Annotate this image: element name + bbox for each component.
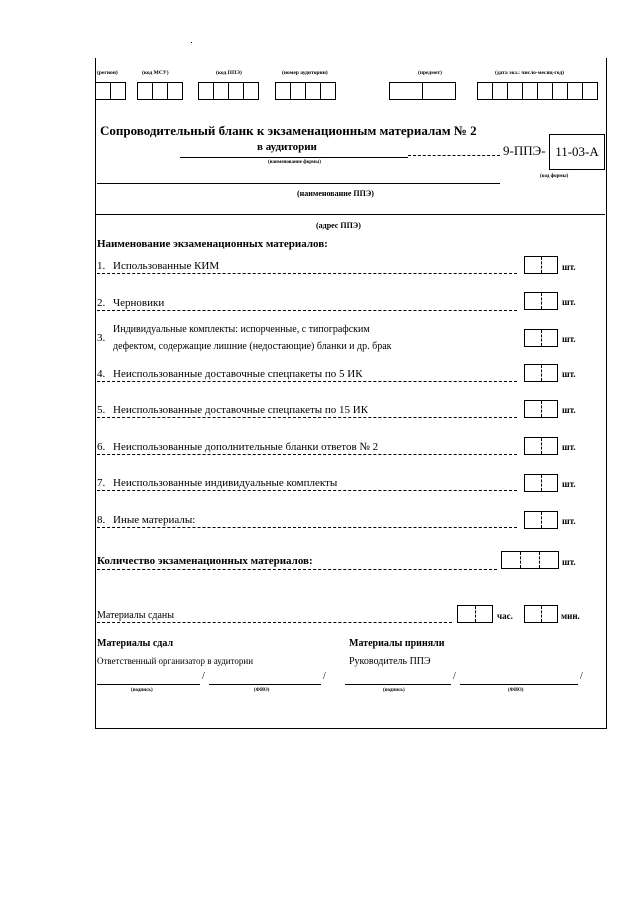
item-dotted-line <box>97 381 517 382</box>
item-count-box[interactable] <box>524 292 558 310</box>
slash: / <box>202 671 205 682</box>
handed-role: Ответственный организатор в аудитории <box>97 656 254 666</box>
item-num: 8. <box>97 514 106 526</box>
slash: / <box>580 671 583 682</box>
item-unit: шт. <box>562 369 576 379</box>
item-num: 3. <box>97 332 106 344</box>
item-label: Иные материалы: <box>113 514 196 526</box>
item-num: 4. <box>97 368 106 380</box>
item-label-cont: дефектом, содержащие лишние (недостающие) бланки и др. брак <box>113 341 392 352</box>
item-count-box[interactable] <box>524 511 558 529</box>
received-role: Руководитель ППЭ <box>349 656 431 667</box>
label-subject: (предмет) <box>418 70 442 76</box>
item-num: 1. <box>97 260 106 272</box>
slash: / <box>323 671 326 682</box>
form-code-caption: (код формы) <box>540 174 569 179</box>
item-count-box[interactable] <box>524 256 558 274</box>
handed-title: Материалы сдал <box>97 638 174 649</box>
item-count-box[interactable] <box>524 437 558 455</box>
minutes-label: мин. <box>561 611 580 621</box>
total-dotted-line <box>97 569 497 570</box>
form-name-caption: (наименование формы) <box>268 160 321 165</box>
sign-caption: (подпись) <box>131 688 153 693</box>
msu-code-cells[interactable] <box>138 82 183 100</box>
minutes-box[interactable] <box>524 605 558 623</box>
label-msu-code: (код МСУ) <box>142 70 169 76</box>
region-cells[interactable] <box>96 82 126 100</box>
item-label: Использованные КИМ <box>113 260 220 272</box>
item-label: Неиспользованные индивидуальные комплекты <box>113 477 338 489</box>
label-region: (регион) <box>97 70 118 76</box>
item-num: 5. <box>97 404 106 416</box>
item-count-box[interactable] <box>524 329 558 347</box>
item-dotted-line <box>97 310 517 311</box>
item-num: 2. <box>97 297 106 309</box>
handed-sign-line[interactable] <box>97 684 200 685</box>
label-ppe-code: (код ППЭ) <box>216 70 242 76</box>
received-sign-line[interactable] <box>345 684 451 685</box>
label-auditorium: (номер аудитории) <box>282 70 328 76</box>
form-code: 11-03-А <box>549 134 605 170</box>
form-code-prefix: 9-ППЭ- <box>503 143 546 158</box>
item-label: Черновики <box>113 297 165 309</box>
item-label: Неиспользованные доставочные спецпакеты по 5 ИК <box>113 368 363 380</box>
hours-box[interactable] <box>457 605 493 623</box>
item-label: Неиспользованные доставочные спецпакеты по 15 ИК <box>113 404 369 416</box>
item-label: Индивидуальные комплекты: испорченные, с типографским <box>113 324 370 335</box>
item-label: Неиспользованные дополнительные бланки ответов № 2 <box>113 441 379 453</box>
item-unit: шт. <box>562 405 576 415</box>
item-unit: шт. <box>562 297 576 307</box>
total-unit: шт. <box>562 557 576 567</box>
dot-mark <box>191 42 192 43</box>
ppe-address-caption: (адрес ППЭ) <box>316 221 361 230</box>
total-label: Количество экзаменационных материалов: <box>97 555 313 567</box>
ppe-name-caption: (наименование ППЭ) <box>297 189 374 198</box>
label-exam-date: (дата экз.: число-месяц-год) <box>495 70 564 76</box>
item-count-box[interactable] <box>524 400 558 418</box>
item-dotted-line <box>97 454 517 455</box>
handover-label: Материалы сданы <box>97 610 175 621</box>
item-unit: шт. <box>562 479 576 489</box>
total-count-box[interactable] <box>501 551 559 569</box>
form-title-line2: в аудитории <box>257 141 317 153</box>
received-fio-line[interactable] <box>460 684 578 685</box>
subject-cells[interactable] <box>390 82 456 100</box>
item-dotted-line <box>97 417 517 418</box>
item-unit: шт. <box>562 262 576 272</box>
fio-caption: (ФИО) <box>254 688 270 693</box>
title-underline <box>180 157 408 158</box>
item-unit: шт. <box>562 334 576 344</box>
ppe-code-cells[interactable] <box>199 82 259 100</box>
form-title: Сопроводительный бланк к экзаменационным материалам № 2 <box>100 123 477 138</box>
item-count-box[interactable] <box>524 474 558 492</box>
handover-dotted-line <box>97 622 452 623</box>
item-num: 7. <box>97 477 106 489</box>
hours-label: час. <box>497 611 513 621</box>
materials-heading: Наименование экзаменационных материалов: <box>97 238 328 250</box>
fio-caption: (ФИО) <box>508 688 524 693</box>
sign-caption: (подпись) <box>383 688 405 693</box>
ppe-section-line <box>96 214 605 215</box>
item-num: 6. <box>97 441 106 453</box>
exam-date-cells[interactable] <box>478 82 598 100</box>
slash: / <box>453 671 456 682</box>
item-unit: шт. <box>562 442 576 452</box>
title-dotted-line <box>408 155 500 156</box>
received-title: Материалы приняли <box>349 638 445 649</box>
auditorium-cells[interactable] <box>276 82 336 100</box>
item-dotted-line <box>97 490 517 491</box>
ppe-name-line <box>97 183 500 184</box>
item-count-box[interactable] <box>524 364 558 382</box>
handed-fio-line[interactable] <box>209 684 321 685</box>
item-unit: шт. <box>562 516 576 526</box>
item-dotted-line <box>97 273 517 274</box>
item-dotted-line <box>97 527 517 528</box>
